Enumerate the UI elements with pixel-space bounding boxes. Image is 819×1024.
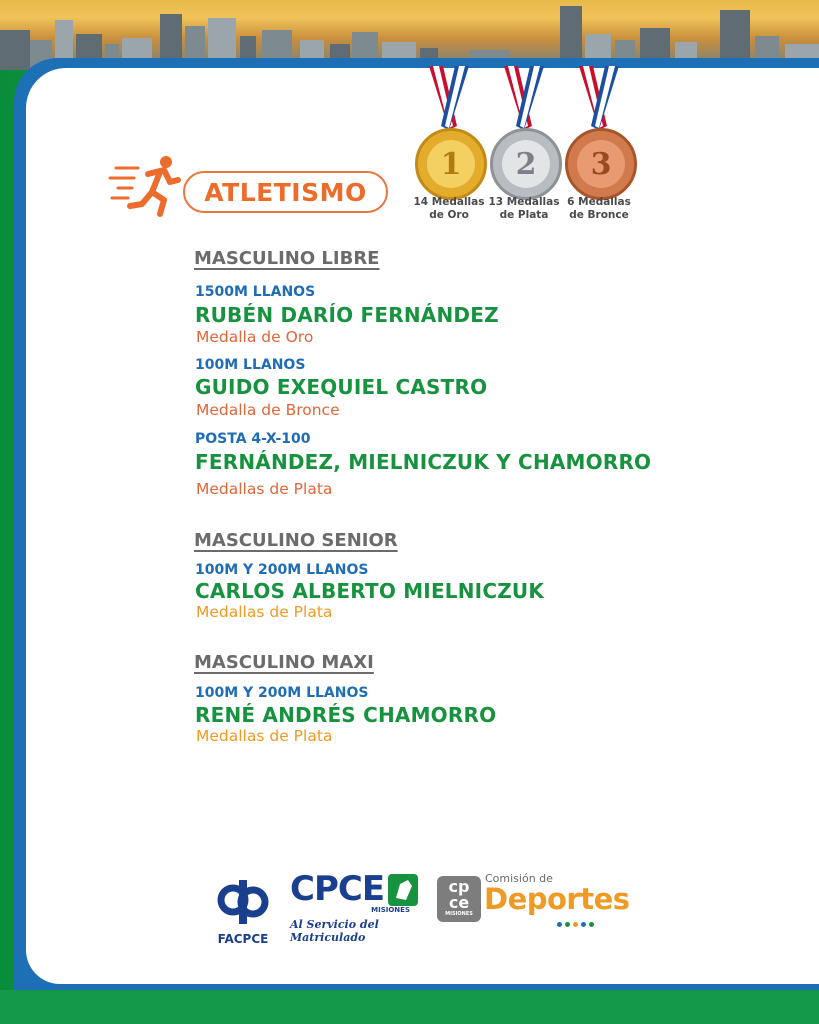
event-name: 1500M LLANOS <box>195 284 316 300</box>
facpce-label: FACPCE <box>217 932 269 946</box>
event-name: 100M LLANOS <box>195 357 306 373</box>
color-dots <box>557 922 594 927</box>
cpce-sub: MISIONES <box>371 906 410 914</box>
deportes-line1: Comisión de <box>485 872 553 885</box>
medal-disc <box>490 128 562 200</box>
medal-disc <box>565 128 637 200</box>
athlete-name: RENÉ ANDRÉS CHAMORRO <box>195 703 497 727</box>
facpce-mark-icon <box>215 880 271 924</box>
event-name: 100M Y 200M LLANOS <box>195 562 369 578</box>
event-name: 100M Y 200M LLANOS <box>195 685 369 701</box>
medal-result: Medalla de Oro <box>196 328 314 346</box>
medal-caption: 6 Medallas de Bronce <box>567 196 631 221</box>
category-title: MASCULINO LIBRE <box>194 248 380 269</box>
category-title: MASCULINO MAXI <box>194 652 374 673</box>
cpce-badge: cp ce MISIONES <box>437 876 481 922</box>
medal-caption: 14 Medallas de Oro <box>413 196 485 221</box>
deportes-logo <box>437 872 630 928</box>
deportes-wordmark: Deportes <box>484 882 630 916</box>
ribbon-icon <box>427 66 471 132</box>
ribbon-icon <box>502 66 546 132</box>
medal-number: 3 <box>577 140 625 188</box>
medal-number: 1 <box>427 140 475 188</box>
cpce-tagline: Al Servicio del Matriculado <box>290 918 379 944</box>
medal-number: 2 <box>502 140 550 188</box>
medal-result: Medallas de Plata <box>196 480 333 498</box>
medal-disc <box>415 128 487 200</box>
medal-caption: 13 Medallas de Plata <box>488 196 560 221</box>
athlete-name: RUBÉN DARÍO FERNÁNDEZ <box>195 303 499 327</box>
sport-title-badge: ATLETISMO <box>183 171 388 213</box>
runner-icon <box>108 152 184 218</box>
medal-result: Medallas de Plata <box>196 603 333 621</box>
cpce-wordmark: CPCE <box>290 869 385 909</box>
ribbon-icon <box>577 66 621 132</box>
medal-result: Medallas de Plata <box>196 727 333 745</box>
facpce-logo <box>215 880 271 948</box>
athlete-name: CARLOS ALBERTO MIELNICZUK <box>195 579 545 603</box>
cpce-logo <box>290 869 422 948</box>
athlete-name: GUIDO EXEQUIEL CASTRO <box>195 375 488 399</box>
misiones-map-icon <box>388 874 418 906</box>
medal-result: Medalla de Bronce <box>196 401 340 419</box>
athlete-name: FERNÁNDEZ, MIELNICZUK Y CHAMORRO <box>195 450 652 474</box>
bottom-stripe <box>0 990 819 1024</box>
event-name: POSTA 4-X-100 <box>195 431 311 447</box>
category-title: MASCULINO SENIOR <box>194 530 398 551</box>
